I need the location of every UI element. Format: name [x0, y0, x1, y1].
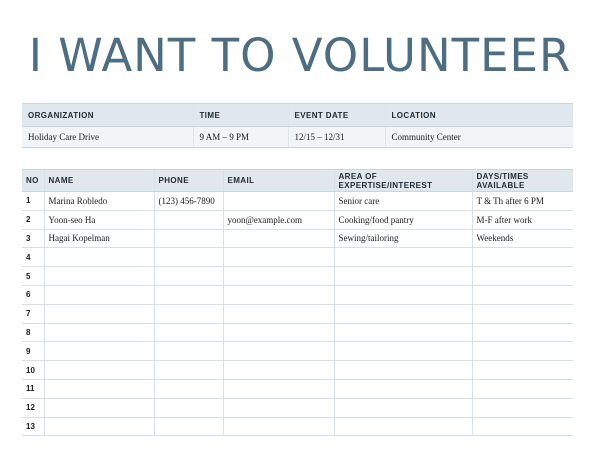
table-row — [22, 267, 573, 286]
expertise-cell[interactable] — [334, 248, 472, 267]
row-number: 5 — [22, 267, 44, 286]
header-email: EMAIL — [223, 170, 334, 192]
email-cell[interactable] — [223, 192, 334, 211]
table-row — [22, 192, 573, 211]
event-info-table — [22, 103, 573, 148]
expertise-cell[interactable]: Cooking/food pantry — [334, 210, 472, 229]
email-cell[interactable] — [223, 267, 334, 286]
expertise-cell[interactable] — [334, 304, 472, 323]
email-cell[interactable] — [223, 379, 334, 398]
availability-cell[interactable]: Weekends — [472, 229, 573, 248]
header-organization: ORGANIZATION — [22, 104, 193, 127]
page-title: I WANT TO VOLUNTEER — [28, 29, 572, 82]
header-location: LOCATION — [385, 104, 573, 127]
time-value[interactable]: 9 AM – 9 PM — [193, 127, 288, 148]
name-cell[interactable] — [44, 304, 154, 323]
header-event-date: EVENT DATE — [288, 104, 385, 127]
name-cell[interactable] — [44, 417, 154, 436]
expertise-cell[interactable] — [334, 398, 472, 417]
name-cell[interactable] — [44, 379, 154, 398]
expertise-cell[interactable] — [334, 379, 472, 398]
availability-cell[interactable] — [472, 285, 573, 304]
email-cell[interactable] — [223, 342, 334, 361]
event-info-row — [22, 127, 573, 148]
availability-cell[interactable] — [472, 304, 573, 323]
phone-cell[interactable] — [154, 361, 223, 380]
availability-cell[interactable] — [472, 323, 573, 342]
name-cell[interactable]: Marina Robledo — [44, 192, 154, 211]
name-cell[interactable] — [44, 248, 154, 267]
event-date-value[interactable]: 12/15 – 12/31 — [288, 127, 385, 148]
email-cell[interactable] — [223, 285, 334, 304]
phone-cell[interactable] — [154, 379, 223, 398]
row-number: 6 — [22, 285, 44, 304]
expertise-cell[interactable]: Sewing/tailoring — [334, 229, 472, 248]
table-row — [22, 304, 573, 323]
availability-cell[interactable] — [472, 267, 573, 286]
email-cell[interactable] — [223, 323, 334, 342]
expertise-cell[interactable] — [334, 285, 472, 304]
name-cell[interactable] — [44, 285, 154, 304]
expertise-cell[interactable] — [334, 417, 472, 436]
row-number: 11 — [22, 379, 44, 398]
organization-value[interactable]: Holiday Care Drive — [22, 127, 193, 148]
availability-cell[interactable] — [472, 342, 573, 361]
expertise-cell[interactable] — [334, 323, 472, 342]
name-cell[interactable] — [44, 323, 154, 342]
table-row — [22, 398, 573, 417]
row-number: 2 — [22, 210, 44, 229]
expertise-cell[interactable] — [334, 342, 472, 361]
table-row — [22, 210, 573, 229]
table-row — [22, 285, 573, 304]
row-number: 8 — [22, 323, 44, 342]
expertise-cell[interactable] — [334, 361, 472, 380]
phone-cell[interactable] — [154, 304, 223, 323]
email-cell[interactable]: yoon@example.com — [223, 210, 334, 229]
email-cell[interactable] — [223, 304, 334, 323]
table-row — [22, 323, 573, 342]
row-number: 10 — [22, 361, 44, 380]
name-cell[interactable] — [44, 267, 154, 286]
availability-cell[interactable] — [472, 361, 573, 380]
row-number: 13 — [22, 417, 44, 436]
email-cell[interactable] — [223, 417, 334, 436]
row-number: 7 — [22, 304, 44, 323]
table-row — [22, 248, 573, 267]
location-value[interactable]: Community Center — [385, 127, 573, 148]
availability-cell[interactable]: M-F after work — [472, 210, 573, 229]
phone-cell[interactable] — [154, 417, 223, 436]
availability-cell[interactable] — [472, 417, 573, 436]
availability-cell[interactable] — [472, 379, 573, 398]
volunteer-header-row — [22, 170, 573, 192]
row-number: 12 — [22, 398, 44, 417]
table-row — [22, 229, 573, 248]
phone-cell[interactable]: (123) 456-7890 — [154, 192, 223, 211]
row-number: 9 — [22, 342, 44, 361]
name-cell[interactable]: Hagai Kopelman — [44, 229, 154, 248]
email-cell[interactable] — [223, 398, 334, 417]
phone-cell[interactable] — [154, 323, 223, 342]
name-cell[interactable] — [44, 342, 154, 361]
row-number: 3 — [22, 229, 44, 248]
phone-cell[interactable] — [154, 229, 223, 248]
header-time: TIME — [193, 104, 288, 127]
name-cell[interactable]: Yoon-seo Ha — [44, 210, 154, 229]
row-number: 1 — [22, 192, 44, 211]
availability-cell[interactable] — [472, 248, 573, 267]
email-cell[interactable] — [223, 229, 334, 248]
table-row — [22, 361, 573, 380]
email-cell[interactable] — [223, 361, 334, 380]
availability-cell[interactable]: T & Th after 6 PM — [472, 192, 573, 211]
table-row — [22, 342, 573, 361]
header-days-times-available: DAYS/TIMES AVAILABLE — [472, 170, 573, 192]
table-row — [22, 417, 573, 436]
expertise-cell[interactable]: Senior care — [334, 192, 472, 211]
table-row — [22, 379, 573, 398]
phone-cell[interactable] — [154, 210, 223, 229]
name-cell[interactable] — [44, 398, 154, 417]
phone-cell[interactable] — [154, 342, 223, 361]
header-no: NO — [22, 170, 44, 192]
header-name: NAME — [44, 170, 154, 192]
expertise-cell[interactable] — [334, 267, 472, 286]
phone-cell[interactable] — [154, 248, 223, 267]
row-number: 4 — [22, 248, 44, 267]
phone-cell[interactable] — [154, 398, 223, 417]
header-phone: PHONE — [154, 170, 223, 192]
availability-cell[interactable] — [472, 398, 573, 417]
email-cell[interactable] — [223, 248, 334, 267]
event-info-header-row — [22, 104, 573, 127]
phone-cell[interactable] — [154, 267, 223, 286]
phone-cell[interactable] — [154, 285, 223, 304]
header-area-of-expertise: AREA OF EXPERTISE/INTEREST — [334, 170, 472, 192]
volunteer-table — [22, 169, 573, 436]
name-cell[interactable] — [44, 361, 154, 380]
